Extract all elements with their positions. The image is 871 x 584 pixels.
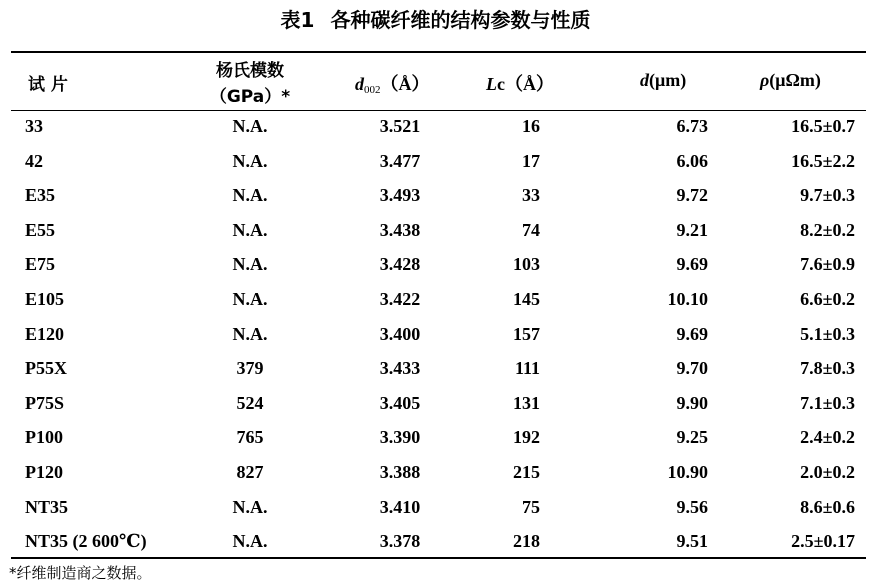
cell-sample: NT35 (2 600℃) <box>25 531 147 552</box>
cell-resistivity: 6.6±0.2 <box>800 289 855 309</box>
cell-modulus: 379 <box>236 358 264 379</box>
cell-diameter: 9.69 <box>676 254 708 275</box>
cell-sample: P75S <box>25 392 65 413</box>
cell-sample: P55X <box>25 358 67 379</box>
cell-diameter: 9.69 <box>676 323 708 344</box>
table-title: 各种碳纤维的结构参数与性质 <box>330 8 591 32</box>
cell-resistivity: 7.8±0.3 <box>800 358 855 379</box>
cell-diameter: 9.56 <box>676 496 708 517</box>
cell-modulus: N.A. <box>232 150 268 171</box>
cell-d002: 3.410 <box>379 496 421 517</box>
table-number: 表1 <box>280 8 315 32</box>
header-d002-subscript: 002 <box>364 84 381 96</box>
cell-d002: 3.477 <box>379 150 421 171</box>
table-row <box>0 490 871 524</box>
cell-diameter: 9.90 <box>676 392 708 413</box>
cell-resistivity: 16.5±0.7 <box>791 116 855 136</box>
cell-d002: 3.521 <box>379 116 421 136</box>
cell-lc: 157 <box>513 323 540 344</box>
cell-modulus: N.A. <box>232 531 268 552</box>
cell-resistivity: 2.0±0.2 <box>800 462 855 482</box>
cell-modulus: 827 <box>236 462 264 482</box>
header-diameter-symbol: d <box>640 70 649 90</box>
header-lc-rest: c（Å） <box>497 74 554 94</box>
cell-modulus: N.A. <box>232 185 268 206</box>
cell-resistivity: 5.1±0.3 <box>800 323 855 344</box>
cell-modulus: N.A. <box>232 219 268 240</box>
cell-resistivity: 8.2±0.2 <box>800 219 855 240</box>
cell-modulus: N.A. <box>232 496 268 517</box>
cell-d002: 3.438 <box>379 219 421 240</box>
header-modulus-line2: （GPa）* <box>209 87 291 107</box>
cell-d002: 3.493 <box>379 185 421 206</box>
cell-lc: 192 <box>513 427 540 448</box>
cell-d002: 3.390 <box>379 427 421 448</box>
cell-resistivity: 2.4±0.2 <box>800 427 855 448</box>
cell-sample: 42 <box>25 150 43 171</box>
header-d002 <box>355 70 430 96</box>
cell-lc: 16 <box>522 116 540 136</box>
cell-d002: 3.400 <box>379 323 421 344</box>
cell-resistivity: 9.7±0.3 <box>800 185 855 206</box>
header-d002-symbol: d <box>355 74 364 94</box>
cell-lc: 218 <box>513 531 540 552</box>
cell-sample: E120 <box>25 323 65 344</box>
cell-sample: E55 <box>25 219 56 240</box>
table-row <box>0 455 871 489</box>
header-d002-unit: （Å） <box>380 74 430 94</box>
cell-sample: P100 <box>25 427 63 448</box>
cell-d002: 3.428 <box>379 254 421 275</box>
table-row <box>0 178 871 212</box>
cell-diameter: 9.72 <box>676 185 708 206</box>
header-modulus-line1: 杨氏模数 <box>216 61 284 81</box>
cell-lc: 74 <box>522 219 540 240</box>
table-row <box>0 247 871 281</box>
header-lc-symbol: L <box>486 74 497 94</box>
cell-diameter: 9.21 <box>676 219 708 240</box>
cell-modulus: N.A. <box>232 289 268 309</box>
header-diameter <box>640 70 686 91</box>
cell-d002: 3.388 <box>379 462 421 482</box>
table-row <box>0 524 871 558</box>
cell-resistivity: 7.6±0.9 <box>800 254 855 275</box>
cell-modulus: 765 <box>236 427 264 448</box>
cell-diameter: 6.73 <box>676 116 708 136</box>
table-row <box>0 317 871 351</box>
cell-sample: E75 <box>25 254 56 275</box>
cell-sample: P120 <box>25 462 63 482</box>
header-sample: 试 片 <box>28 75 68 95</box>
cell-diameter: 9.70 <box>676 358 708 379</box>
header-resistivity-unit: (μΩm) <box>769 70 821 90</box>
cell-diameter: 9.25 <box>676 427 708 448</box>
cell-lc: 17 <box>522 150 540 171</box>
cell-diameter: 10.10 <box>667 289 708 309</box>
header-resistivity <box>760 70 821 91</box>
cell-lc: 145 <box>513 289 540 309</box>
cell-diameter: 6.06 <box>676 150 708 171</box>
cell-lc: 75 <box>522 496 540 517</box>
table-row <box>0 351 871 385</box>
table-row <box>0 282 871 316</box>
cell-resistivity: 2.5±0.17 <box>791 531 855 552</box>
table-row <box>0 109 871 143</box>
cell-lc: 33 <box>522 185 540 206</box>
cell-lc: 131 <box>513 392 540 413</box>
cell-d002: 3.405 <box>379 392 421 413</box>
cell-d002: 3.433 <box>379 358 421 379</box>
cell-sample: E105 <box>25 289 65 309</box>
table-row <box>0 386 871 420</box>
header-diameter-unit: (μm) <box>649 70 687 90</box>
cell-lc: 111 <box>514 358 540 379</box>
cell-lc: 103 <box>513 254 540 275</box>
cell-sample: NT35 <box>25 496 69 517</box>
header-resistivity-symbol: ρ <box>760 70 770 90</box>
header-modulus <box>195 58 305 110</box>
table-row <box>0 420 871 454</box>
table-row <box>0 144 871 178</box>
header-lc <box>486 70 554 96</box>
footnote: *纤维制造商之数据。 <box>9 564 152 582</box>
table-caption <box>0 4 871 33</box>
cell-d002: 3.378 <box>379 531 421 552</box>
cell-modulus: 524 <box>236 392 264 413</box>
cell-modulus: N.A. <box>232 254 268 275</box>
cell-resistivity: 8.6±0.6 <box>800 496 855 517</box>
cell-sample: 33 <box>25 116 43 136</box>
cell-sample: E35 <box>25 185 56 206</box>
cell-resistivity: 16.5±2.2 <box>791 150 855 171</box>
cell-diameter: 9.51 <box>676 531 708 552</box>
table-top-rule <box>11 51 866 53</box>
cell-modulus: N.A. <box>232 323 268 344</box>
cell-d002: 3.422 <box>379 289 421 309</box>
cell-modulus: N.A. <box>232 116 268 136</box>
cell-resistivity: 7.1±0.3 <box>800 392 855 413</box>
table-row <box>0 213 871 247</box>
cell-lc: 215 <box>513 462 540 482</box>
cell-diameter: 10.90 <box>667 462 708 482</box>
